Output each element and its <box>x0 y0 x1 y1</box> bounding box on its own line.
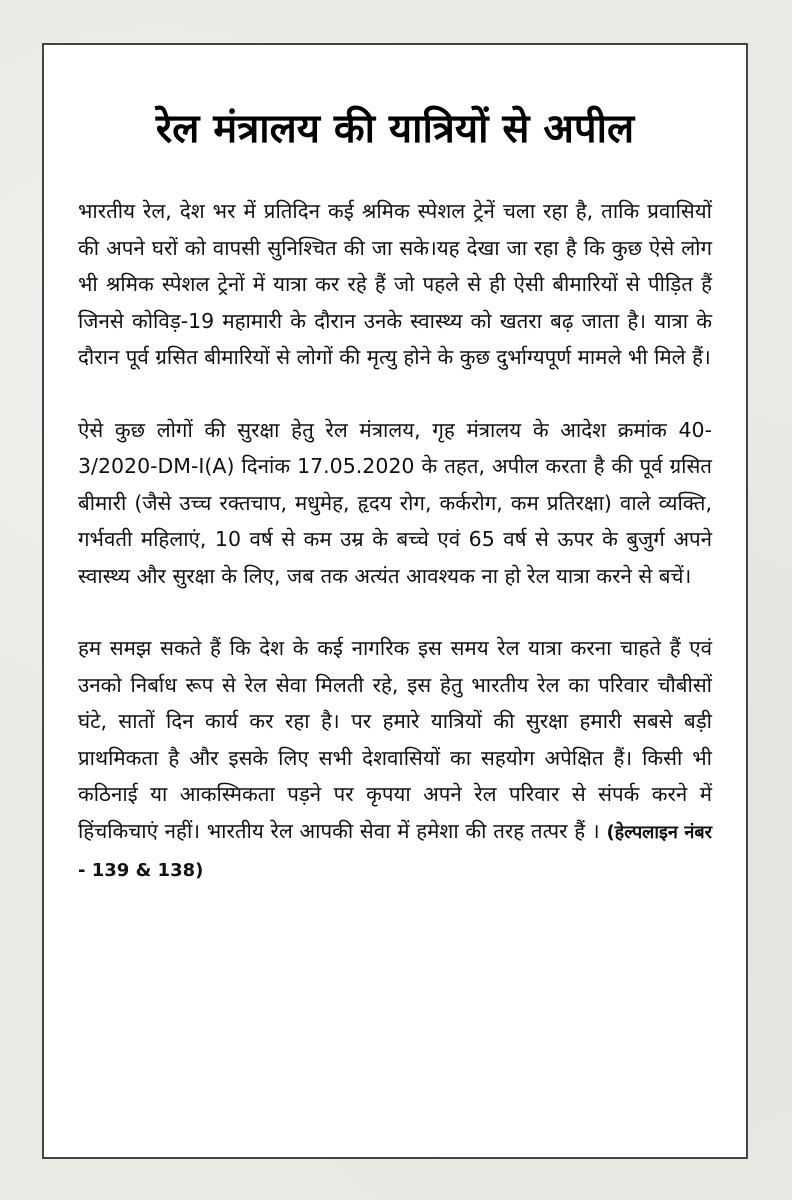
notice-body <box>78 193 712 890</box>
helpline-numbers: (हेल्पलाइन नंबर - 139 & 138) <box>78 821 712 881</box>
paragraph-1: भारतीय रेल, देश भर में प्रतिदिन कई श्रमिक स्पेशल ट्रेनें चला रहा है, ताकि प्रवासियों की अपने घरों को वापसी सुनिश्चित की जा सके।यह देखा जा रहा है कि कुछ ऐसे लोग भी श्रमिक स्पेशल ट्रेनों में यात्रा कर रहे हैं जो पहले से ही ऐसी बीमारियों से पीड़ित हैं जिनसे कोविड़-19 महामारी के दौरान उनके स्वास्थ्य को खतरा बढ़ जाता है। यात्रा के दौरान पूर्व ग्रसित बीमारियों से लोगों की मृत्यु होने के कुछ दुर्भाग्यपूर्ण मामले भी मिले हैं। <box>78 199 712 369</box>
notice-title: रेल मंत्रालय की यात्रियों से अपील <box>155 106 635 152</box>
paragraph-3-text: हम समझ सकते हैं कि देश के कई नागरिक इस समय रेल यात्रा करना चाहते हैं एवं उनको निर्बाध रूप से रेल सेवा मिलती रहे, इस हेतु भारतीय रेल का परिवार चौबीसों घंटे, सातों दिन कार्य कर रहा है। पर हमारे यात्रियों की सुरक्षा हमारी सबसे बड़ी प्राथमिकता है और इसके लिए सभी देशवासियों का सहयोग अपेक्षित हैं। किसी भी कठिनाई या आकस्मिकता पड़ने पर कृपया अपने रेल परिवार से संपर्क करने में हिंचकिचाएं नहीं। भारतीय रेल आपकी सेवा में हमेशा की तरह तत्पर हैं । <box>78 636 712 843</box>
notice-frame <box>42 43 748 1159</box>
paragraph-3 <box>78 630 712 890</box>
paragraph-2: ऐसे कुछ लोगों की सुरक्षा हेतु रेल मंत्रालय, गृह मंत्रालय के आदेश क्रमांक 40-3/2020-DM-I(A) दिनांक 17.05.2020 के तहत, अपील करता है की पूर्व ग्रसित बीमारी (जैसे उच्च रक्तचाप, मधुमेह, हृदय रोग, कर्करोग, कम प्रतिरक्षा) वाले व्यक्ति, गर्भवती महिलाएं, 10 वर्ष से कम उम्र के बच्चे एवं 65 वर्ष से ऊपर के बुजुर्ग अपने स्वास्थ्य और सुरक्षा के लिए, जब तक अत्यंत आवश्यक ना हो रेल यात्रा करने से बचें। <box>78 417 712 588</box>
